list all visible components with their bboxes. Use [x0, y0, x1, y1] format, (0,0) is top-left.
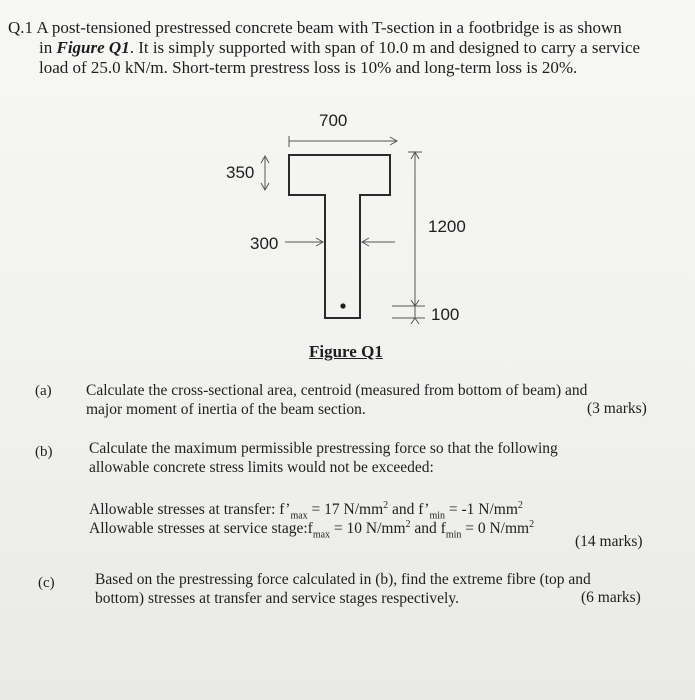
- dim-total-depth: 1200: [428, 217, 466, 236]
- part-c-line-1: Based on the prestressing force calculated in (b), find the extreme fibre (top and: [95, 571, 591, 588]
- part-a-label: (a): [35, 383, 52, 399]
- question-number: Q.1: [8, 18, 34, 37]
- intro-line-1: A post-tensioned prestressed concrete beam with T-section in a footbridge is as shown: [36, 18, 622, 37]
- transfer-stresses: Allowable stresses at transfer: $f’_{max} = 17$ $N/mm^2$ and $f’_{min} = -1$ $N/mm^2$: [89, 500, 523, 522]
- dim-web-width: 300: [250, 234, 279, 253]
- figure-caption: Figure Q1: [309, 342, 383, 361]
- part-a-line-1: Calculate the cross-sectional area, centroid (measured from bottom of beam) and: [86, 382, 588, 399]
- part-b-text: [89, 439, 664, 477]
- part-c-marks: (6 marks): [581, 589, 641, 606]
- part-b-line-1: Calculate the maximum permissible prestressing force so that the following: [89, 440, 558, 457]
- figure-reference: Figure Q1: [56, 38, 130, 57]
- part-b-label: (b): [35, 444, 53, 460]
- part-b-line-2: allowable concrete stress limits would not be exceeded:: [89, 459, 434, 476]
- part-a-marks: (3 marks): [587, 400, 647, 417]
- dim-flange-depth: 350: [226, 163, 255, 182]
- part-a-line-2: major moment of inertia of the beam section.: [86, 401, 366, 418]
- intro-line-2: in Figure Q1. It is simply supported with span of 10.0 m and designed to carry a service: [39, 38, 641, 57]
- intro-line-3: load of 25.0 kN/m. Short-term prestress loss is 10% and long-term loss is 20%.: [39, 58, 578, 77]
- part-b-marks: (14 marks): [575, 533, 643, 550]
- dim-flange-width: 700: [319, 111, 348, 130]
- service-stresses: Allowable stresses at service $stage:f_{max} = 10$ $N/mm^2$ and $f_{min} = 0$ $N/mm^2$: [89, 519, 535, 541]
- dim-tendon-eccentricity: 100: [431, 305, 460, 324]
- part-c-label: (c): [38, 575, 55, 591]
- part-c-line-2: bottom) stresses at transfer and service stages respectively.: [95, 590, 459, 607]
- t-section-outline: [289, 155, 390, 318]
- tendon-dot: [340, 303, 345, 308]
- part-a-text: [86, 381, 661, 419]
